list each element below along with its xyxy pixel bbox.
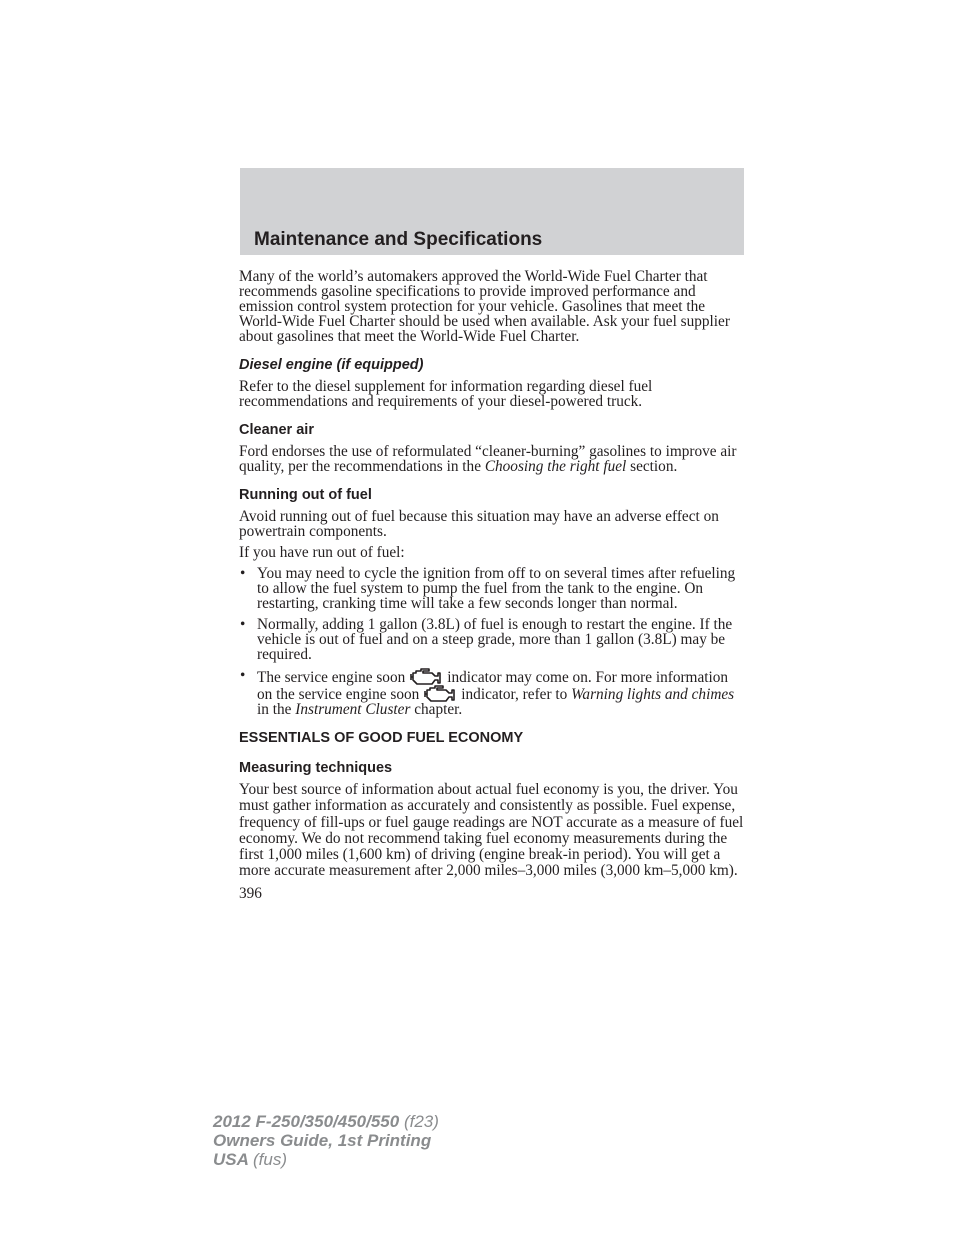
diesel-heading: Diesel engine (if equipped) (239, 357, 424, 373)
list-item (239, 668, 745, 717)
essentials-heading: ESSENTIALS OF GOOD FUEL ECONOMY (239, 730, 524, 746)
running-out-heading: Running out of fuel (239, 487, 372, 503)
instrument-cluster-reference: Instrument Cluster (295, 701, 411, 718)
running-out-paragraph: Avoid running out of fuel because this situation may have an adverse effect on powertrain components. (239, 508, 719, 540)
footer-line-model (213, 1112, 439, 1131)
cleaner-air-text-end: section. (626, 458, 678, 475)
choosing-fuel-reference: Choosing the right fuel (484, 458, 627, 475)
section-header-band (240, 168, 744, 255)
footer-model: 2012 F-250/350/450/550 (213, 1112, 400, 1131)
measuring-paragraph: Your best source of information about actual fuel economy is you, the driver. You must gather information as accurately and consistently as possible. Fuel expense, frequency of fill-ups or fuel gauge readings are NOT accurate as a measure of fuel economy. We do not recommend taking fuel economy measurements during the first 1,000 miles (1,600 km) of driving (engine break-in period). You will get a more accurate measurement after 2,000 miles–3,000 miles (3,000 km–5,000 km). (239, 781, 744, 880)
footer-line-guide: Owners Guide, 1st Printing (213, 1131, 432, 1150)
list-item-text: indicator may come on. For more information on the service engine soon (257, 669, 729, 703)
cleaner-air-paragraph (239, 444, 745, 474)
footer-model-code: (f23) (403, 1112, 439, 1131)
footer-market: USA (213, 1150, 249, 1169)
print-footer (213, 1112, 439, 1169)
list-item-text: indicator, refer to (461, 686, 572, 703)
cleaner-air-text: Ford endorses the use of reformulated “cleaner-burning” gasolines to improve air quality, per the recommendations in the (239, 443, 737, 475)
list-item-text: The service engine soon (257, 669, 406, 686)
list-item: • You may need to cycle the ignition from off to on several times after refueling to allow the fuel system to pump the fuel from the tank to the engine. On restarting, cranking time will take a few seconds longer than normal. (239, 566, 745, 611)
footer-market-code: (fus) (253, 1150, 287, 1169)
check-engine-icon (423, 685, 457, 702)
cleaner-air-heading: Cleaner air (239, 422, 314, 438)
running-out-lead: If you have run out of fuel: (239, 544, 405, 561)
intro-paragraph: Many of the world’s automakers approved the World-Wide Fuel Charter that recommends gasoline specifications to provide improved performance and emission control system protection for your vehicle. Gasolines that meet the World-Wide Fuel Charter should be used when available. Ask your fuel supplier about gasolines that meet the World-Wide Fuel Charter. (239, 268, 730, 345)
check-engine-icon (409, 668, 443, 685)
page-number: 396 (239, 884, 262, 902)
page-title: Maintenance and Specifications (254, 229, 543, 250)
measuring-heading: Measuring techniques (239, 760, 393, 776)
main-content (239, 269, 745, 901)
list-item-text: chapter. (410, 701, 463, 718)
list-item-text: in the (257, 701, 296, 718)
list-item: • Normally, adding 1 gallon (3.8L) of fuel is enough to restart the engine. If the vehicle is out of fuel and on a steep grade, more than 1 gallon (3.8L) may be required. (239, 617, 745, 662)
footer-line-market (213, 1150, 439, 1169)
warning-lights-reference: Warning lights and chimes (571, 686, 735, 703)
diesel-paragraph: Refer to the diesel supplement for information regarding diesel fuel recommendations and requirements of your diesel-powered truck. (239, 378, 653, 410)
running-out-list (239, 566, 745, 717)
